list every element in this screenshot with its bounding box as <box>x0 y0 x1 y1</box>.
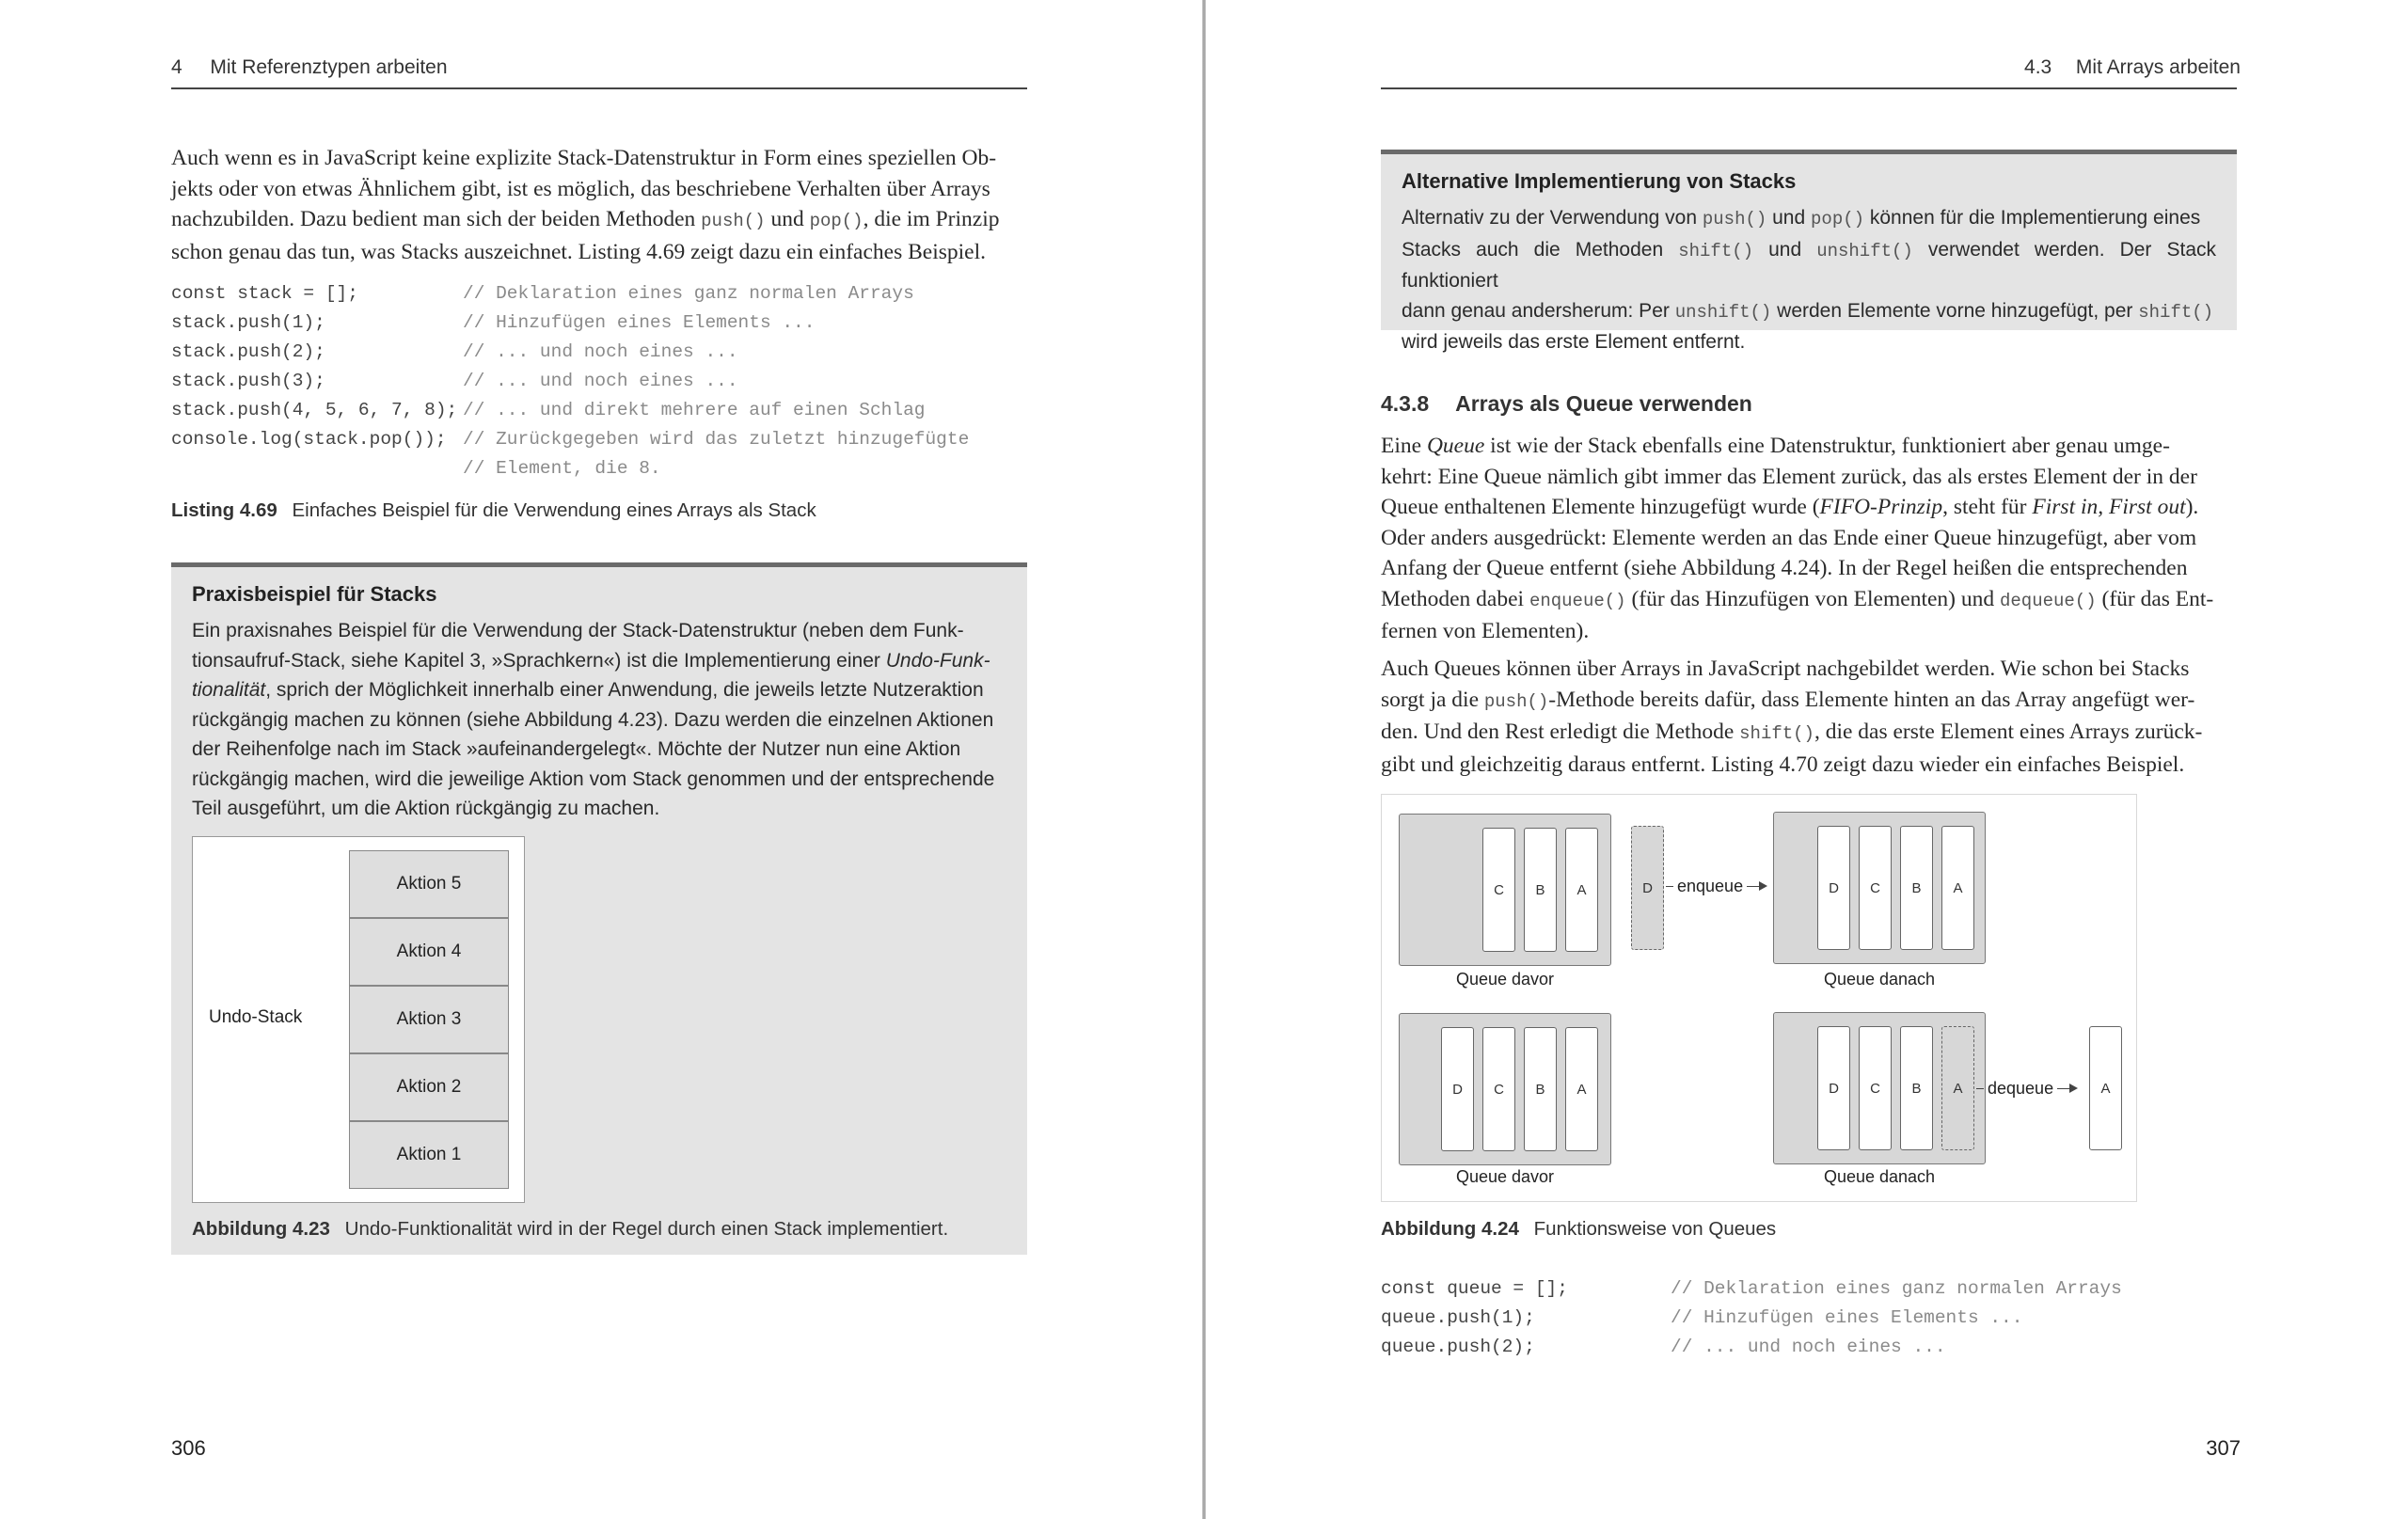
text-fragment: , die das erste Element eines Arrays zurück- <box>1814 720 2203 744</box>
code-comment: // Deklaration eines ganz normalen Arrays <box>463 283 914 304</box>
left-page <box>0 0 1202 1519</box>
code-text: const queue = []; <box>1381 1278 1568 1299</box>
text-line <box>192 646 1006 676</box>
text-fragment: werden Elemente vorne hinzugefügt, per <box>1771 299 2139 322</box>
text-line: Ein praxisnahes Beispiel für die Verwendung der Stack-Datenstruktur (neben dem Funk- <box>192 620 964 641</box>
section-heading-title: Arrays als Queue verwenden <box>1455 391 1752 416</box>
queue-element: B <box>1900 826 1933 950</box>
queue-paragraph-2 <box>1381 654 2237 780</box>
section-heading-number: 4.3.8 <box>1381 391 1430 416</box>
figure-caption <box>192 1218 948 1241</box>
dequeue-arrow <box>1976 1079 2076 1099</box>
text-line: der Reihenfolge nach im Stack »aufeinandergelegt«. Möchte der Nutzer nun eine Aktion <box>192 738 961 760</box>
inline-code: pop() <box>809 211 863 231</box>
text-fragment: und <box>1753 238 1817 261</box>
text-line: Auch Queues können über Arrays in JavaScript nachgebildet werden. Wie schon bei Stacks <box>1381 657 2190 681</box>
queue-before-label: Queue davor <box>1455 970 1555 989</box>
stack-item: Aktion 4 <box>349 918 509 986</box>
code-comment: // Hinzufügen eines Elements ... <box>463 312 816 333</box>
inline-code: shift() <box>2138 301 2214 323</box>
queue-element: B <box>1900 1026 1933 1150</box>
alternative-stacks-box <box>1381 150 2237 353</box>
caption-label: Abbildung 4.24 <box>1381 1218 1519 1240</box>
inline-code: shift() <box>1739 723 1814 744</box>
stack-item: Aktion 2 <box>349 1053 509 1121</box>
code-line <box>171 396 926 425</box>
box-body <box>1402 203 2216 357</box>
caption-label: Abbildung 4.23 <box>192 1218 330 1240</box>
dequeue-label: dequeue <box>1988 1079 2054 1098</box>
code-line <box>171 309 816 338</box>
text-fragment: Eine <box>1381 434 1427 458</box>
caption-label: Listing 4.69 <box>171 499 277 521</box>
emphasis: First in, First out <box>2032 495 2186 519</box>
caption-text: Einfaches Beispiel für die Verwendung eines Arrays als Stack <box>292 499 816 521</box>
arrow-tail <box>1666 886 1673 888</box>
queue-before-bottom <box>1399 1013 1611 1165</box>
text-fragment: und <box>1766 207 1812 229</box>
undo-stack-figure <box>192 836 525 1203</box>
chapter-number: 4 <box>171 56 182 78</box>
queue-paragraph-1 <box>1381 431 2237 647</box>
text-fragment: nachzubilden. Dazu bedient man sich der beiden Methoden <box>171 207 702 231</box>
text-line <box>1381 717 2237 750</box>
text-line: kehrt: Eine Queue nämlich gibt immer das Element zurück, das als erstes Element der in der <box>1381 464 2197 489</box>
practice-example-box <box>171 562 1027 1255</box>
code-line <box>171 279 914 309</box>
section-heading <box>1381 391 1752 417</box>
queue-before-top <box>1399 814 1611 966</box>
queue-element: C <box>1482 828 1515 952</box>
inline-code: shift() <box>1678 240 1754 261</box>
text-fragment: können für die Implementierung eines <box>1864 207 2201 229</box>
queue-element: C <box>1859 826 1892 950</box>
queue-after-label: Queue danach <box>1823 970 1936 989</box>
stack-item: Aktion 3 <box>349 986 509 1053</box>
code-comment: // Deklaration eines ganz normalen Arrays <box>1671 1278 2122 1299</box>
text-fragment: (für das Hinzufügen von Elementen) und <box>1625 586 2000 611</box>
queue-figure <box>1381 794 2137 1202</box>
code-text: stack.push(1); <box>171 312 325 333</box>
undo-stack-label: Undo-Stack <box>209 1007 303 1027</box>
text-line: Anfang der Queue entfernt (siehe Abbildung 4.24). In der Regel heißen die entsprechenden <box>1381 556 2188 580</box>
arrow-icon <box>1747 886 1766 888</box>
queue-element: A <box>1565 828 1598 952</box>
emphasis: Queue <box>1426 434 1485 458</box>
code-listing-4-69 <box>171 279 970 483</box>
text-line: fernen von Elementen). <box>1381 619 1590 643</box>
text-line <box>1381 685 2237 718</box>
text-fragment: Methoden dabei <box>1381 586 1529 611</box>
queue-after-top <box>1773 812 1986 964</box>
inline-code: unshift() <box>1816 240 1913 261</box>
text-line: wird jeweils das erste Element entfernt. <box>1402 331 1746 353</box>
code-line <box>1381 1274 2122 1304</box>
queue-new-element: D <box>1631 826 1664 950</box>
section-number: 4.3 <box>2024 56 2052 78</box>
text-fragment: Stacks auch die Methoden <box>1402 238 1679 261</box>
code-text: queue.push(1); <box>1381 1307 1535 1328</box>
queue-element: B <box>1524 1027 1557 1151</box>
enqueue-arrow <box>1666 877 1766 896</box>
code-comment: // ... und noch eines ... <box>1671 1337 1946 1357</box>
text-fragment: , sprich der Möglichkeit innerhalb einer Anwendung, die jeweils letzte Nutzeraktion <box>265 679 984 701</box>
inline-code: pop() <box>1811 209 1865 229</box>
text-line: rückgängig machen, wird die jeweilige Aktion vom Stack genommen und der entsprechende <box>192 767 995 790</box>
head-rule-right <box>1381 87 2237 89</box>
code-text: const stack = []; <box>171 283 358 304</box>
code-line <box>171 367 738 396</box>
text-line: rückgängig machen zu können (siehe Abbildung 4.23). Dazu werden die einzelnen Aktionen <box>192 708 994 731</box>
arrow-icon <box>2057 1088 2076 1090</box>
text-line <box>1402 235 2216 296</box>
text-fragment: tionsaufruf-Stack, siehe Kapitel 3, »Sprachkern«) ist die Implementierung einer <box>192 649 886 672</box>
stack-item: Aktion 5 <box>349 850 509 918</box>
text-line: Oder anders ausgedrückt: Elemente werden an das Ende einer Queue hinzugefügt, aber vom <box>1381 525 2197 550</box>
section-title: Mit Arrays arbeiten <box>2075 56 2241 78</box>
text-fragment: -Methode bereits dafür, dass Elemente hinten an das Array angefügt wer- <box>1548 687 2195 712</box>
queue-after-bottom <box>1773 1012 1986 1164</box>
text-fragment: Alternativ zu der Verwendung von <box>1402 207 1703 229</box>
queue-element: A <box>1941 826 1974 950</box>
box-title: Alternative Implementierung von Stacks <box>1402 169 1797 193</box>
text-fragment: und <box>765 207 810 231</box>
text-line: jekts oder von etwas Ähnlichem gibt, ist es möglich, das beschriebene Verhalten über Arrays <box>171 176 990 201</box>
inline-code: enqueue() <box>1529 590 1626 611</box>
box-title: Praxisbeispiel für Stacks <box>192 582 437 606</box>
text-fragment: dann genau andersherum: Per <box>1402 299 1675 322</box>
code-text: stack.push(3); <box>171 371 325 391</box>
code-comment: // Zurückgegeben wird das zuletzt hinzugefügte <box>463 429 970 450</box>
code-text: stack.push(2); <box>171 341 325 362</box>
code-text: console.log(stack.pop()); <box>171 429 447 450</box>
listing-caption <box>171 499 816 522</box>
emphasis: FIFO-Prinzip <box>1819 495 1943 519</box>
code-comment: // ... und noch eines ... <box>463 371 738 391</box>
text-line <box>1381 584 2237 617</box>
page-number: 307 <box>2206 1436 2241 1460</box>
page-number: 306 <box>171 1436 206 1460</box>
queue-element: C <box>1859 1026 1892 1150</box>
code-comment: // Hinzufügen eines Elements ... <box>1671 1307 2023 1328</box>
code-text: queue.push(2); <box>1381 1337 1535 1357</box>
intro-paragraph <box>171 143 1027 267</box>
text-line: gibt und gleichzeitig daraus entfernt. Listing 4.70 zeigt dazu wieder ein einfaches Beispiel. <box>1381 752 2185 777</box>
head-rule-left <box>171 87 1027 89</box>
text-line <box>1381 492 2237 523</box>
queue-element: A <box>1565 1027 1598 1151</box>
running-head-left <box>171 56 448 79</box>
queue-element: C <box>1482 1027 1515 1151</box>
text-line <box>1402 203 2216 235</box>
stack-item: Aktion 1 <box>349 1121 509 1189</box>
code-comment: // Element, die 8. <box>463 458 661 479</box>
text-fragment: , die im Prinzip <box>863 207 1000 231</box>
text-fragment: Queue enthaltenen Elemente hinzugefügt wurde ( <box>1381 495 1820 519</box>
inline-code: push() <box>701 211 766 231</box>
code-line <box>171 454 661 483</box>
inline-code: dequeue() <box>2000 590 2097 611</box>
text-fragment: sorgt ja die <box>1381 687 1484 712</box>
inline-code: push() <box>1702 209 1767 229</box>
emphasis: Undo-Funk- <box>885 649 990 672</box>
queue-element: D <box>1817 826 1850 950</box>
arrow-tail <box>1976 1088 1984 1090</box>
inline-code: push() <box>1483 690 1549 712</box>
caption-text: Funktionsweise von Queues <box>1533 1218 1777 1240</box>
chapter-title: Mit Referenztypen arbeiten <box>210 56 448 78</box>
queue-before-label: Queue davor <box>1455 1167 1555 1186</box>
code-text: stack.push(4, 5, 6, 7, 8); <box>171 400 458 420</box>
dequeued-element: A <box>2089 1026 2122 1150</box>
text-line <box>171 204 1027 237</box>
code-line <box>1381 1304 2023 1333</box>
queue-element-removed: A <box>1941 1026 1974 1150</box>
enqueue-label: enqueue <box>1677 877 1744 895</box>
text-fragment: (für das Ent- <box>2096 586 2214 611</box>
code-comment: // ... und noch eines ... <box>463 341 738 362</box>
running-head-right <box>2024 56 2241 79</box>
figure-caption <box>1381 1218 1776 1241</box>
text-line <box>1402 296 2216 328</box>
text-line: Teil ausgeführt, um die Aktion rückgängig zu machen. <box>192 798 660 819</box>
text-line <box>1381 431 2237 462</box>
code-listing-4-70 <box>1381 1274 2122 1362</box>
caption-text: Undo-Funktionalität wird in der Regel durch einen Stack implementiert. <box>344 1218 949 1240</box>
text-fragment: ist wie der Stack ebenfalls eine Datenstruktur, funktioniert aber genau umge- <box>1484 434 2170 458</box>
inline-code: unshift() <box>1674 301 1772 323</box>
queue-element: D <box>1817 1026 1850 1150</box>
text-fragment: den. Und den Rest erledigt die Methode <box>1381 720 1740 744</box>
queue-element: D <box>1441 1027 1474 1151</box>
text-line: Auch wenn es in JavaScript keine explizite Stack-Datenstruktur in Form eines speziellen Ob- <box>171 146 997 170</box>
box-body <box>192 616 1006 824</box>
text-fragment: ). <box>2185 495 2199 519</box>
code-line <box>1381 1333 1946 1362</box>
right-page <box>1206 0 2408 1519</box>
emphasis: tionalität <box>192 679 266 701</box>
code-line <box>171 425 970 454</box>
queue-after-label: Queue danach <box>1823 1167 1936 1186</box>
queue-element: B <box>1524 828 1557 952</box>
text-line: schon genau das tun, was Stacks auszeichnet. Listing 4.69 zeigt dazu ein einfaches Beispiel. <box>171 239 986 264</box>
text-line <box>192 675 1006 705</box>
text-fragment: , steht für <box>1942 495 2033 519</box>
text-fragment: verwendet werden. Der Stack funktioniert <box>1402 238 2217 292</box>
code-comment: // ... und direkt mehrere auf einen Schlag <box>463 400 926 420</box>
code-line <box>171 338 738 367</box>
